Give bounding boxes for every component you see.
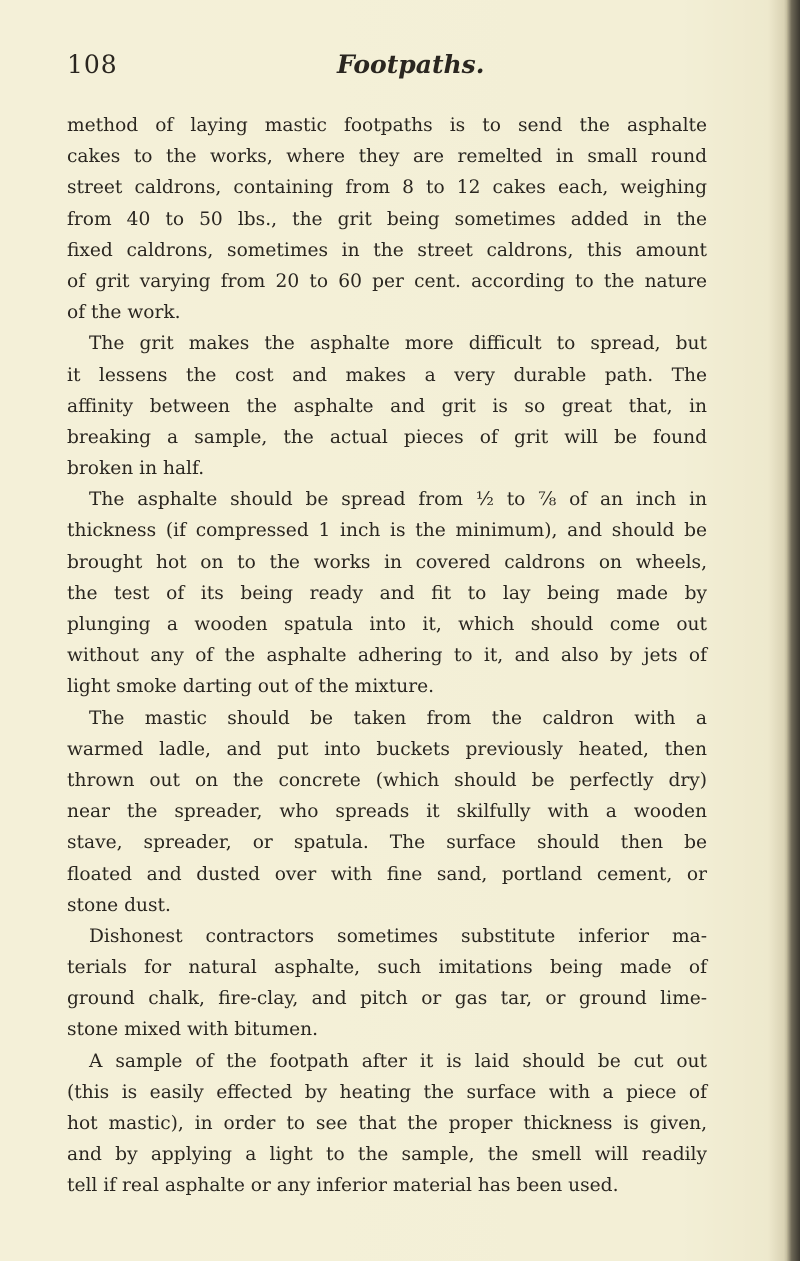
text-line: near the spreader, who spreads it skilfully with a wooden — [67, 801, 707, 823]
text-line: it lessens the cost and makes a very durable path. The — [67, 364, 707, 386]
text-line: of the work. — [67, 302, 181, 324]
text-line: and by applying a light to the sample, the smell will readily — [67, 1144, 707, 1166]
text-line: light smoke darting out of the mixture. — [67, 676, 434, 698]
body-text — [67, 110, 707, 1202]
text-line: stave, spreader, or spatula. The surface should then be — [67, 832, 707, 854]
text-line: The grit makes the asphalte more difficult to spread, but — [89, 333, 707, 355]
running-title: Footpaths. — [337, 50, 485, 79]
text-line: floated and dusted over with fine sand, portland cement, or — [67, 863, 707, 885]
page-binding-edge — [786, 0, 800, 1261]
text-line: of grit varying from 20 to 60 per cent. according to the nature — [67, 270, 707, 292]
text-line: A sample of the footpath after it is laid should be cut out — [89, 1050, 707, 1072]
text-line: terials for natural asphalte, such imitations being made of — [67, 957, 707, 979]
text-line: hot mastic), in order to see that the proper thickness is given, — [67, 1113, 707, 1134]
text-line: plunging a wooden spatula into it, which should come out — [67, 614, 707, 635]
text-line: ground chalk, fire-clay, and pitch or gas tar, or ground lime- — [67, 988, 707, 1010]
text-line: stone dust. — [67, 894, 171, 916]
text-line: street caldrons, containing from 8 to 12 cakes each, weighing — [67, 177, 707, 199]
text-line: (this is easily effected by heating the surface with a piece of — [67, 1081, 707, 1103]
text-line: method of laying mastic footpaths is to send the asphalte — [67, 115, 707, 136]
text-line: Dishonest contractors sometimes substitute inferior ma- — [89, 925, 707, 947]
text-line: tell if real asphalte or any inferior material has been used. — [67, 1175, 619, 1197]
page-number: 108 — [67, 50, 118, 79]
text-line: warmed ladle, and put into buckets previously heated, then — [67, 738, 707, 760]
text-line: cakes to the works, where they are remelted in small round — [67, 146, 707, 168]
text-line: The asphalte should be spread from ½ to ⅞ of an inch in — [89, 489, 707, 511]
text-line: the test of its being ready and fit to lay being made by — [67, 582, 707, 604]
text-line: brought hot on to the works in covered caldrons on wheels, — [67, 551, 707, 573]
text-line: stone mixed with bitumen. — [67, 1019, 319, 1041]
text-line: without any of the asphalte adhering to it, and also by jets of — [67, 645, 707, 667]
text-line: fixed caldrons, sometimes in the street caldrons, this amount — [67, 239, 707, 261]
text-line: broken in half. — [67, 458, 205, 480]
text-line: The mastic should be taken from the caldron with a — [89, 707, 707, 729]
text-line: from 40 to 50 lbs., the grit being sometimes added in the — [67, 208, 707, 230]
text-line: thickness (if compressed 1 inch is the minimum), and should be — [67, 520, 707, 542]
text-line: thrown out on the concrete (which should be perfectly dry) — [67, 769, 707, 791]
text-line: affinity between the asphalte and grit is so great that, in — [67, 395, 707, 417]
text-line: breaking a sample, the actual pieces of grit will be found — [67, 426, 707, 448]
running-head — [67, 50, 707, 90]
